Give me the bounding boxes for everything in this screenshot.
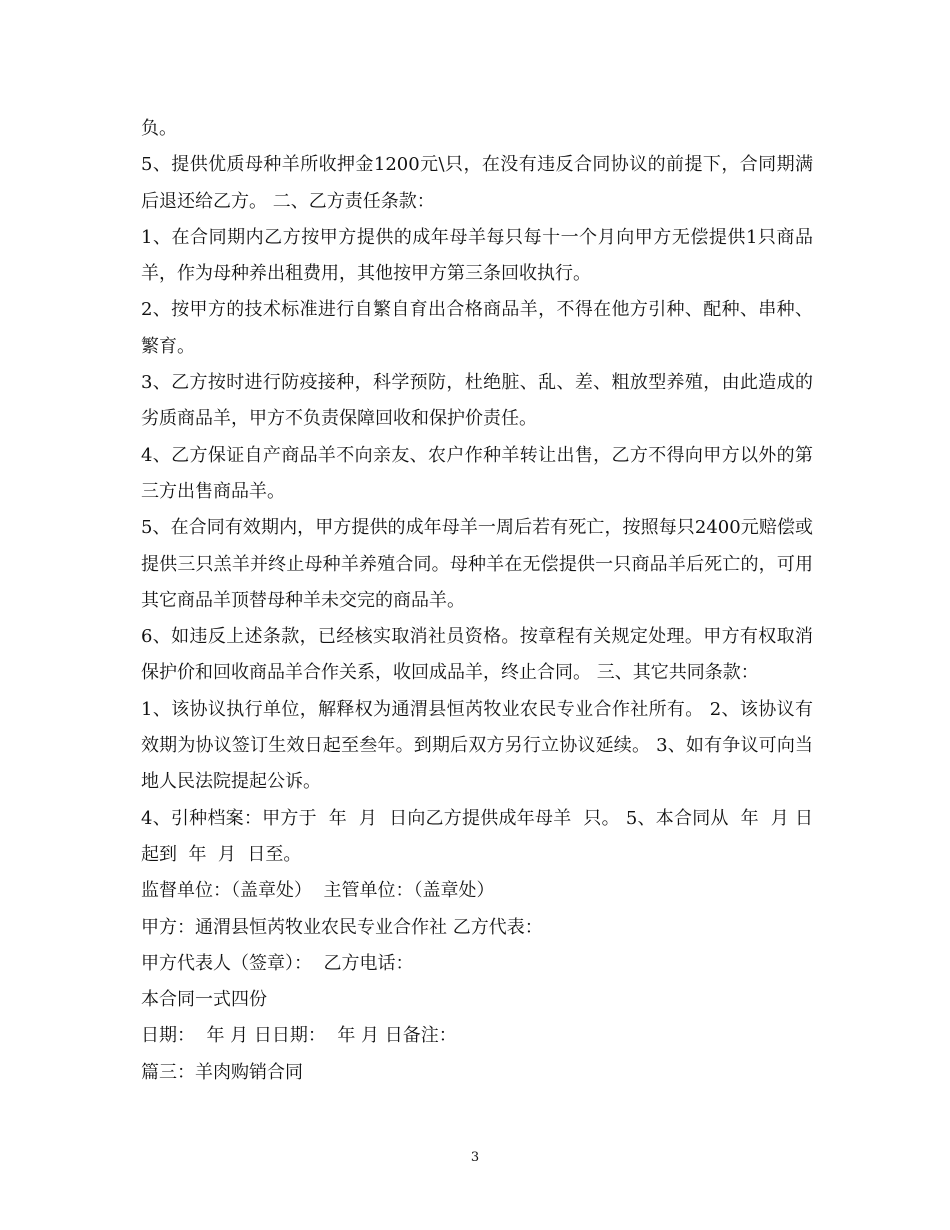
paragraph-b-clause-1: 1、在合同期内乙方按甲方提供的成年母羊每只每十一个月向甲方无偿提供1只商品羊，作为母种养出租费用，其他按甲方第三条回收执行。 bbox=[141, 226, 813, 285]
paragraph-common-clauses: 1、该协议执行单位，解释权为通渭县恒芮牧业农民专业合作社所有。 2、该协议有效期为协议签订生效日起至叁年。到期后双方另行立协议延续。 3、如有争议可向当地人民法院提起公诉。 bbox=[141, 698, 813, 793]
paragraph-date-line: 日期： 年 月 日日期： 年 月 日备注： bbox=[141, 1025, 457, 1047]
paragraph-copies-line: 本合同一式四份 bbox=[141, 989, 267, 1011]
paragraph-section-heading: 篇三：羊肉购销合同 bbox=[141, 1061, 303, 1083]
paragraph-continuation: 负。 bbox=[141, 118, 177, 139]
paragraph-breed-record: 4、引种档案：甲方于 年 月 日向乙方提供成年母羊 只。 5、本合同从 年 月 日起到 年 月 日至。 bbox=[141, 807, 813, 865]
paragraph-signature-line: 甲方代表人（签章）： 乙方电话： bbox=[141, 952, 414, 974]
document-body bbox=[141, 111, 813, 1091]
paragraph-supervisor-line: 监督单位：（盖章处） 主管单位：（盖章处） bbox=[141, 880, 495, 902]
paragraph-b-clause-2: 2、按甲方的技术标准进行自繁自育出合格商品羊，不得在他方引种、配种、串种、繁育。 bbox=[141, 299, 813, 357]
page-number: 3 bbox=[470, 1150, 480, 1165]
paragraph-b-clause-6: 6、如违反上述条款，已经核实取消社员资格。按章程有关规定处理。甲方有权取消保护价和回收商品羊合作关系，收回成品羊，终止合同。 三、其它共同条款： bbox=[141, 626, 813, 684]
paragraph-b-clause-3: 3、乙方按时进行防疫接种，科学预防，杜绝脏、乱、差、粗放型养殖，由此造成的劣质商品羊，甲方不负责保障回收和保护价责任。 bbox=[141, 372, 813, 430]
paragraph-b-clause-5: 5、在合同有效期内，甲方提供的成年母羊一周后若有死亡，按照每只2400元赔偿或提供三只羔羊并终止母种羊养殖合同。母种羊在无偿提供一只商品羊后死亡的，可用其它商品羊顶替母种羊未交完的商品羊。 bbox=[141, 517, 813, 611]
paragraph-party-a-line: 甲方：通渭县恒芮牧业农民专业合作社 乙方代表： bbox=[141, 916, 543, 938]
paragraph-b-clause-4: 4、乙方保证自产商品羊不向亲友、农户作种羊转让出售，乙方不得向甲方以外的第三方出售商品羊。 bbox=[141, 444, 813, 502]
paragraph-deposit-clause: 5、提供优质母种羊所收押金1200元\只，在没有违反合同协议的前提下，合同期满后退还给乙方。 二、乙方责任条款： bbox=[141, 154, 813, 212]
